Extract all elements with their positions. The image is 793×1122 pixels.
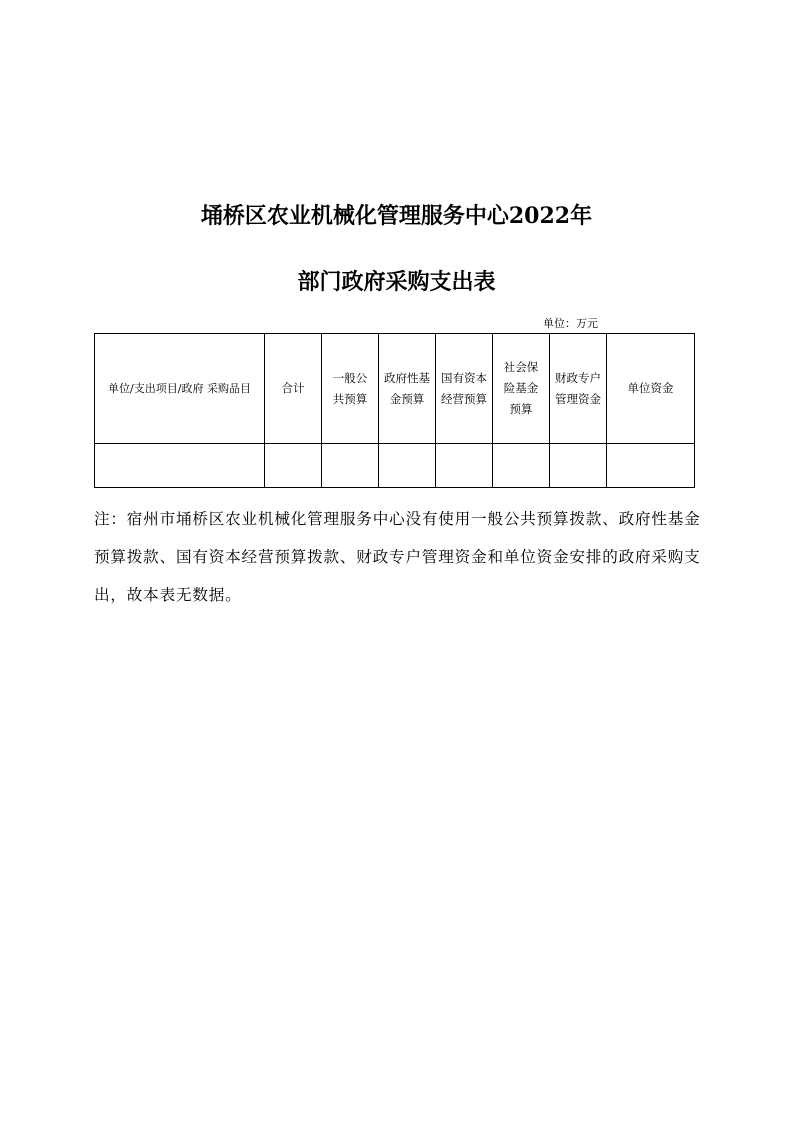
header-cell-state-capital-budget: 国有资本经营预算 bbox=[436, 334, 493, 444]
header-cell-unit-item: 单位/支出项目/政府 采购品目 bbox=[95, 334, 265, 444]
table-cell bbox=[607, 444, 695, 488]
unit-label: 单位：万元 bbox=[543, 317, 598, 330]
table-cell bbox=[436, 444, 493, 488]
table-cell bbox=[550, 444, 607, 488]
header-cell-general-budget: 一般公共预算 bbox=[322, 334, 379, 444]
table-header-row bbox=[95, 334, 695, 444]
table-cell bbox=[265, 444, 322, 488]
table-cell bbox=[379, 444, 436, 488]
page-title-line-2: 部门政府采购支出表 bbox=[297, 269, 496, 295]
header-cell-total: 合计 bbox=[265, 334, 322, 444]
page-title-line-1: 埇桥区农业机械化管理服务中心2022年 bbox=[200, 203, 593, 229]
header-cell-gov-fund-budget: 政府性基金预算 bbox=[379, 334, 436, 444]
table-row bbox=[95, 444, 695, 488]
procurement-table bbox=[94, 333, 695, 488]
header-cell-unit-funds: 单位资金 bbox=[607, 334, 695, 444]
table-cell bbox=[95, 444, 265, 488]
table-cell bbox=[493, 444, 550, 488]
header-cell-special-account-funds: 财政专户管理资金 bbox=[550, 334, 607, 444]
table-cell bbox=[322, 444, 379, 488]
header-cell-social-insurance-budget: 社会保险基金预算 bbox=[493, 334, 550, 444]
footnote: 注：宿州市埇桥区农业机械化管理服务中心没有使用一般公共预算拨款、政府性基金预算拨款、国有资本经营预算拨款、财政专户管理资金和单位资金安排的政府采购支出，故本表无数据。 bbox=[94, 510, 701, 604]
